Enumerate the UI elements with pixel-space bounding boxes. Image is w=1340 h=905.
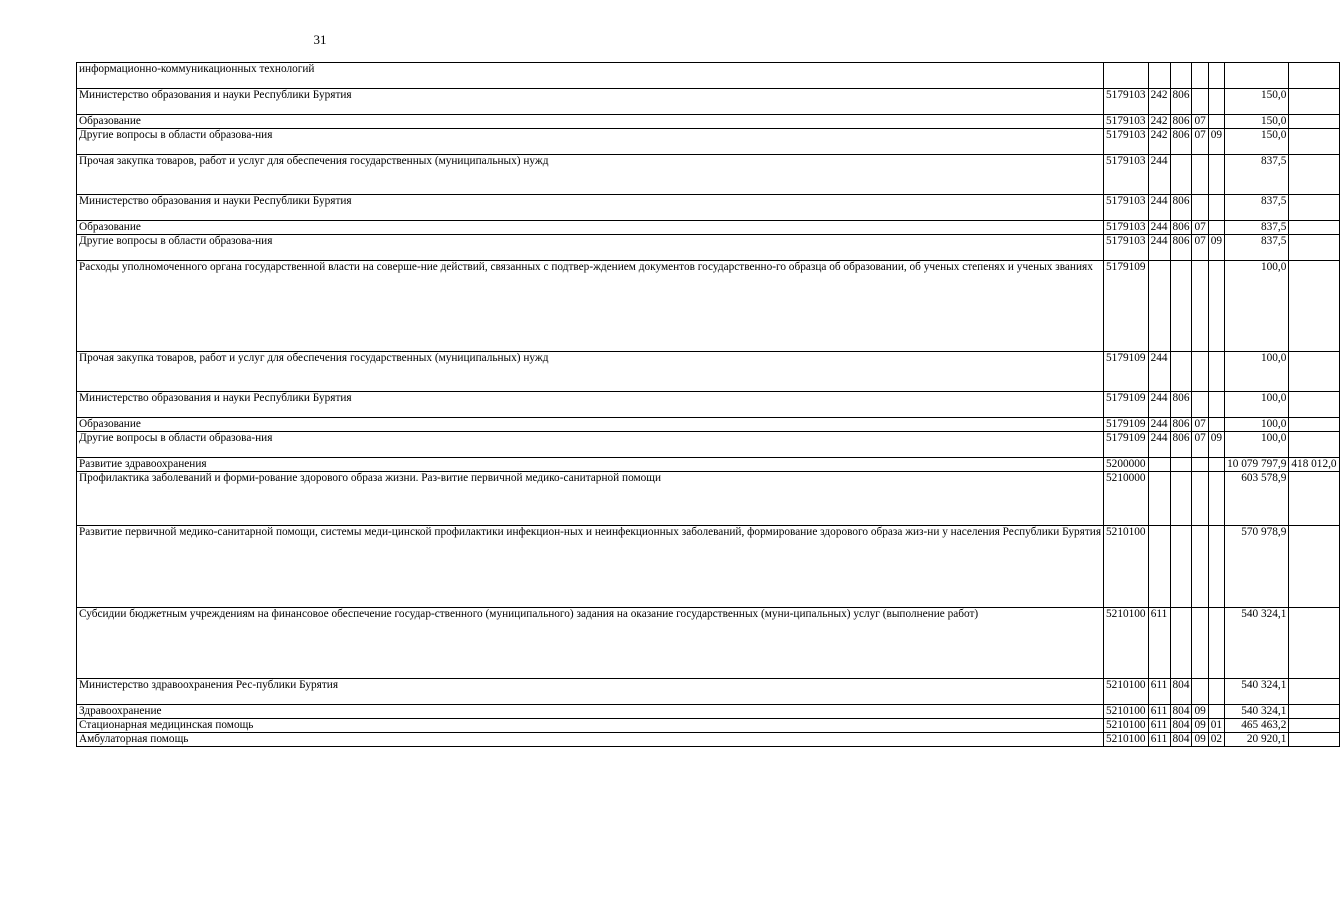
extra-amount-cell — [1289, 705, 1339, 719]
extra-amount-cell — [1289, 679, 1339, 705]
subsection-cell: 01 — [1208, 719, 1224, 733]
table-row — [77, 195, 1340, 221]
table-row — [77, 235, 1340, 261]
target-article-cell: 5179109 — [1104, 418, 1149, 432]
expense-type-cell: 244 — [1148, 418, 1170, 432]
expense-type-cell: 611 — [1148, 733, 1170, 747]
target-article-cell: 5210100 — [1104, 608, 1149, 679]
table-row — [77, 155, 1340, 195]
subsection-cell — [1208, 705, 1224, 719]
extra-amount-cell — [1289, 155, 1339, 195]
target-article-cell: 5179109 — [1104, 392, 1149, 418]
ministry-code-cell: 806 — [1170, 235, 1192, 261]
expense-type-cell — [1148, 526, 1170, 608]
subsection-cell — [1208, 608, 1224, 679]
table-row — [77, 679, 1340, 705]
table-row — [77, 608, 1340, 679]
amount-cell: 540 324,1 — [1225, 705, 1289, 719]
subsection-cell: 02 — [1208, 733, 1224, 747]
subsection-cell — [1208, 155, 1224, 195]
row-name-cell: информационно-коммуникационных технологий — [77, 63, 1104, 89]
section-cell: 09 — [1192, 705, 1208, 719]
ministry-code-cell: 806 — [1170, 221, 1192, 235]
extra-amount-cell — [1289, 195, 1339, 221]
section-cell — [1192, 526, 1208, 608]
section-cell: 07 — [1192, 235, 1208, 261]
table-row — [77, 89, 1340, 115]
extra-amount-cell — [1289, 733, 1339, 747]
ministry-code-cell: 804 — [1170, 733, 1192, 747]
section-cell — [1192, 195, 1208, 221]
table-row — [77, 352, 1340, 392]
expense-type-cell: 244 — [1148, 352, 1170, 392]
amount-cell: 20 920,1 — [1225, 733, 1289, 747]
amount-cell: 837,5 — [1225, 155, 1289, 195]
section-cell: 09 — [1192, 719, 1208, 733]
target-article-cell: 5210100 — [1104, 719, 1149, 733]
table-row — [77, 733, 1340, 747]
section-cell: 09 — [1192, 733, 1208, 747]
amount-cell: 150,0 — [1225, 89, 1289, 115]
expense-type-cell — [1148, 63, 1170, 89]
expense-type-cell — [1148, 472, 1170, 526]
subsection-cell — [1208, 679, 1224, 705]
amount-cell: 100,0 — [1225, 261, 1289, 352]
extra-amount-cell — [1289, 235, 1339, 261]
row-name-cell: Здравоохранение — [77, 705, 1104, 719]
section-cell: 07 — [1192, 221, 1208, 235]
section-cell — [1192, 155, 1208, 195]
row-name-cell: Образование — [77, 115, 1104, 129]
target-article-cell: 5179103 — [1104, 195, 1149, 221]
target-article-cell: 5179103 — [1104, 221, 1149, 235]
expense-type-cell: 611 — [1148, 719, 1170, 733]
amount-cell — [1225, 63, 1289, 89]
table-row — [77, 472, 1340, 526]
extra-amount-cell — [1289, 392, 1339, 418]
expense-type-cell: 611 — [1148, 705, 1170, 719]
expense-type-cell: 244 — [1148, 221, 1170, 235]
amount-cell: 837,5 — [1225, 195, 1289, 221]
extra-amount-cell — [1289, 432, 1339, 458]
amount-cell: 540 324,1 — [1225, 679, 1289, 705]
ministry-code-cell — [1170, 472, 1192, 526]
row-name-cell: Образование — [77, 221, 1104, 235]
amount-cell: 570 978,9 — [1225, 526, 1289, 608]
ministry-code-cell — [1170, 155, 1192, 195]
row-name-cell: Развитие здравоохранения — [77, 458, 1104, 472]
section-cell — [1192, 392, 1208, 418]
amount-cell: 100,0 — [1225, 352, 1289, 392]
section-cell: 07 — [1192, 129, 1208, 155]
ministry-code-cell: 806 — [1170, 392, 1192, 418]
section-cell: 07 — [1192, 418, 1208, 432]
target-article-cell: 5200000 — [1104, 458, 1149, 472]
table-row — [77, 432, 1340, 458]
subsection-cell — [1208, 115, 1224, 129]
target-article-cell: 5179103 — [1104, 129, 1149, 155]
table-row — [77, 392, 1340, 418]
ministry-code-cell — [1170, 261, 1192, 352]
extra-amount-cell — [1289, 261, 1339, 352]
expense-type-cell: 611 — [1148, 679, 1170, 705]
table-row — [77, 63, 1340, 89]
amount-cell: 100,0 — [1225, 418, 1289, 432]
section-cell — [1192, 261, 1208, 352]
subsection-cell — [1208, 526, 1224, 608]
page-number: 31 — [313, 32, 327, 47]
ministry-code-cell: 806 — [1170, 195, 1192, 221]
extra-amount-cell — [1289, 472, 1339, 526]
extra-amount-cell — [1289, 221, 1339, 235]
target-article-cell: 5179103 — [1104, 115, 1149, 129]
table-row — [77, 458, 1340, 472]
target-article-cell: 5210100 — [1104, 733, 1149, 747]
amount-cell: 465 463,2 — [1225, 719, 1289, 733]
ministry-code-cell — [1170, 458, 1192, 472]
subsection-cell — [1208, 472, 1224, 526]
section-cell: 07 — [1192, 432, 1208, 458]
subsection-cell — [1208, 195, 1224, 221]
row-name-cell: Министерство образования и науки Республики Бурятия — [77, 392, 1104, 418]
section-cell — [1192, 352, 1208, 392]
extra-amount-cell — [1289, 63, 1339, 89]
extra-amount-cell — [1289, 115, 1339, 129]
row-name-cell: Министерство образования и науки Республики Бурятия — [77, 195, 1104, 221]
subsection-cell — [1208, 392, 1224, 418]
row-name-cell: Другие вопросы в области образова-ния — [77, 432, 1104, 458]
extra-amount-cell — [1289, 608, 1339, 679]
section-cell — [1192, 608, 1208, 679]
amount-cell: 150,0 — [1225, 129, 1289, 155]
amount-cell: 837,5 — [1225, 235, 1289, 261]
ministry-code-cell: 804 — [1170, 705, 1192, 719]
row-name-cell: Расходы уполномоченного органа государственной власти на соверше-ние действий, связанных с подтвер-ждением документов государственно-го образца об образовании, об ученых степенях и ученых званиях — [77, 261, 1104, 352]
target-article-cell — [1104, 63, 1149, 89]
subsection-cell — [1208, 458, 1224, 472]
table-row — [77, 418, 1340, 432]
target-article-cell: 5210000 — [1104, 472, 1149, 526]
table-row — [77, 719, 1340, 733]
subsection-cell — [1208, 418, 1224, 432]
expense-type-cell — [1148, 458, 1170, 472]
expense-type-cell: 242 — [1148, 129, 1170, 155]
target-article-cell: 5210100 — [1104, 679, 1149, 705]
amount-cell: 150,0 — [1225, 115, 1289, 129]
ministry-code-cell: 804 — [1170, 679, 1192, 705]
table-row — [77, 129, 1340, 155]
target-article-cell: 5179109 — [1104, 261, 1149, 352]
amount-cell: 837,5 — [1225, 221, 1289, 235]
expense-type-cell: 244 — [1148, 432, 1170, 458]
target-article-cell: 5210100 — [1104, 526, 1149, 608]
subsection-cell — [1208, 89, 1224, 115]
row-name-cell: Развитие первичной медико-санитарной помощи, системы меди-цинской профилактики инфекцион-ных и неинфекционных заболеваний, формирование здорового образа жиз-ни у населения Республики Бурятия — [77, 526, 1104, 608]
amount-cell: 540 324,1 — [1225, 608, 1289, 679]
expense-type-cell: 242 — [1148, 89, 1170, 115]
ministry-code-cell: 806 — [1170, 129, 1192, 155]
extra-amount-cell — [1289, 418, 1339, 432]
expense-type-cell: 611 — [1148, 608, 1170, 679]
expense-type-cell: 244 — [1148, 195, 1170, 221]
ministry-code-cell: 806 — [1170, 418, 1192, 432]
row-name-cell: Другие вопросы в области образова-ния — [77, 235, 1104, 261]
target-article-cell: 5179103 — [1104, 235, 1149, 261]
row-name-cell: Профилактика заболеваний и форми-рование здорового образа жизни. Раз-витие первичной медико-санитарной помощи — [77, 472, 1104, 526]
section-cell — [1192, 458, 1208, 472]
ministry-code-cell: 806 — [1170, 115, 1192, 129]
subsection-cell — [1208, 221, 1224, 235]
section-cell — [1192, 679, 1208, 705]
row-name-cell: Субсидии бюджетным учреждениям на финансовое обеспечение государ-ственного (муниципального) задания на оказание государственных (муни-ципальных) услуг (выполнение работ) — [77, 608, 1104, 679]
target-article-cell: 5210100 — [1104, 705, 1149, 719]
subsection-cell: 09 — [1208, 129, 1224, 155]
subsection-cell — [1208, 63, 1224, 89]
extra-amount-cell: 418 012,0 — [1289, 458, 1339, 472]
row-name-cell: Стационарная медицинская помощь — [77, 719, 1104, 733]
extra-amount-cell — [1289, 526, 1339, 608]
row-name-cell: Другие вопросы в области образова-ния — [77, 129, 1104, 155]
ministry-code-cell — [1170, 352, 1192, 392]
subsection-cell: 09 — [1208, 432, 1224, 458]
table-row — [77, 705, 1340, 719]
ministry-code-cell: 806 — [1170, 432, 1192, 458]
extra-amount-cell — [1289, 129, 1339, 155]
amount-cell: 100,0 — [1225, 432, 1289, 458]
table-row — [77, 115, 1340, 129]
subsection-cell — [1208, 261, 1224, 352]
extra-amount-cell — [1289, 352, 1339, 392]
ministry-code-cell: 804 — [1170, 719, 1192, 733]
expense-type-cell: 244 — [1148, 235, 1170, 261]
amount-cell: 603 578,9 — [1225, 472, 1289, 526]
amount-cell: 10 079 797,9 — [1225, 458, 1289, 472]
table-row — [77, 221, 1340, 235]
ministry-code-cell: 806 — [1170, 89, 1192, 115]
table-row — [77, 526, 1340, 608]
row-name-cell: Министерство образования и науки Республики Бурятия — [77, 89, 1104, 115]
row-name-cell: Образование — [77, 418, 1104, 432]
row-name-cell: Министерство здравоохранения Рес-публики Бурятия — [77, 679, 1104, 705]
target-article-cell: 5179103 — [1104, 155, 1149, 195]
row-name-cell: Амбулаторная помощь — [77, 733, 1104, 747]
subsection-cell — [1208, 352, 1224, 392]
target-article-cell: 5179109 — [1104, 352, 1149, 392]
section-cell — [1192, 472, 1208, 526]
section-cell — [1192, 89, 1208, 115]
section-cell: 07 — [1192, 115, 1208, 129]
expense-type-cell: 242 — [1148, 115, 1170, 129]
ministry-code-cell — [1170, 608, 1192, 679]
expense-type-cell — [1148, 261, 1170, 352]
target-article-cell: 5179103 — [1104, 89, 1149, 115]
subsection-cell: 09 — [1208, 235, 1224, 261]
row-name-cell: Прочая закупка товаров, работ и услуг для обеспечения государственных (муниципальных) нужд — [77, 352, 1104, 392]
ministry-code-cell — [1170, 63, 1192, 89]
budget-table — [76, 62, 1340, 747]
extra-amount-cell — [1289, 719, 1339, 733]
extra-amount-cell — [1289, 89, 1339, 115]
amount-cell: 100,0 — [1225, 392, 1289, 418]
table-row — [77, 261, 1340, 352]
section-cell — [1192, 63, 1208, 89]
table-body — [77, 63, 1340, 747]
expense-type-cell: 244 — [1148, 155, 1170, 195]
row-name-cell: Прочая закупка товаров, работ и услуг для обеспечения государственных (муниципальных) нужд — [77, 155, 1104, 195]
expense-type-cell: 244 — [1148, 392, 1170, 418]
ministry-code-cell — [1170, 526, 1192, 608]
target-article-cell: 5179109 — [1104, 432, 1149, 458]
